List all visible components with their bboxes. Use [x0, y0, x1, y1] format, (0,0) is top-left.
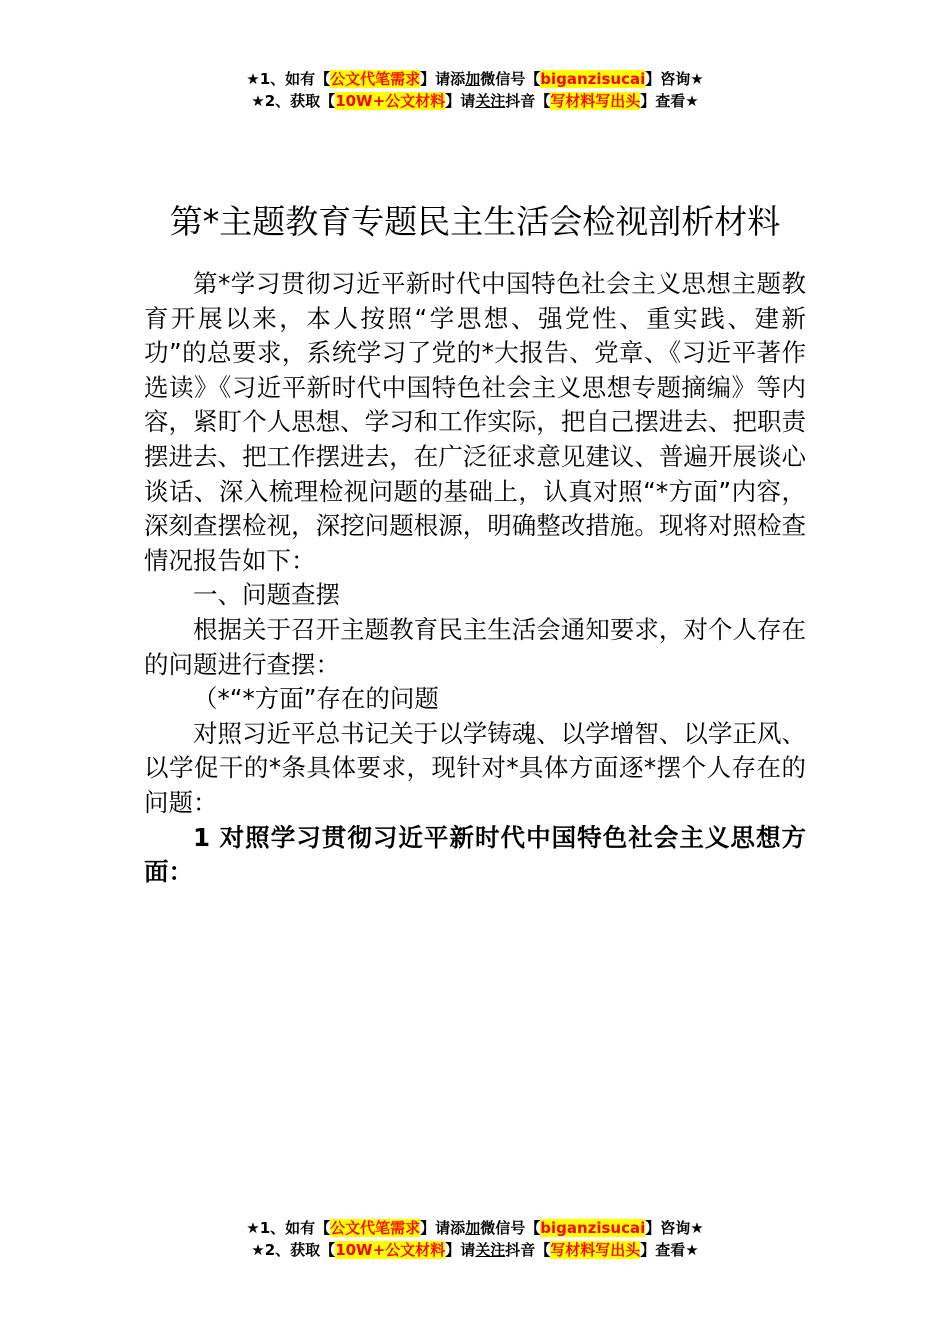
subsection-heading: （*“*方面”存在的问题: [193, 684, 439, 714]
document-title: 第*主题教育专题民主生活会检视剖析材料: [169, 202, 781, 242]
highlight-materials: 10W+公文材料: [335, 92, 446, 110]
highlight-materials: 10W+公文材料: [335, 1241, 446, 1259]
promo-line-1: ★1、如有【公文代笔需求】请添加微信号【biganzisucai】咨询★: [246, 1219, 704, 1237]
promo-banner-top: [0, 68, 950, 112]
highlight-douyin: 写材料写出头: [550, 92, 641, 110]
body-paragraph: 根据关于召开主题教育民主生活会通知要求，对个人存在的问题进行查摆：: [144, 614, 806, 679]
document-body: [144, 267, 806, 890]
promo-line-1: ★1、如有【公文代笔需求】请添加微信号【biganzisucai】咨询★: [246, 70, 704, 88]
highlight-wechat-id: biganzisucai: [540, 70, 646, 88]
section-heading: 一、问题查摆: [193, 580, 340, 610]
promo-banner-bottom: [0, 1217, 950, 1261]
highlight-wechat-id: biganzisucai: [540, 1219, 646, 1237]
highlight-douyin: 写材料写出头: [550, 1241, 641, 1259]
promo-line-2: ★2、获取【10W+公文材料】请关注抖音【写材料写出头】查看★: [251, 92, 699, 110]
body-paragraph: 对照习近平总书记关于以学铸魂、以学增智、以学正风、以学促干的*条具体要求，现针对*具体方面逐*摆个人存在的问题：: [144, 718, 806, 817]
highlight-ghostwriting: 公文代笔需求: [330, 70, 421, 88]
promo-line-2: ★2、获取【10W+公文材料】请关注抖音【写材料写出头】查看★: [251, 1241, 699, 1259]
intro-paragraph: 第*学习贯彻习近平新时代中国特色社会主义思想主题教育开展以来，本人按照“学思想、强党性、重实践、建新功”的总要求，系统学习了党的*大报告、党章、《习近平著作选读》《习近平新时代中国特色社会主义思想专题摘编》等内容，紧盯个人思想、学习和工作实际，把自己摆进去、把职责摆进去、把工作摆进去，在广泛征求意见建议、普遍开展谈心谈话、深入梳理检视问题的基础上，认真对照“*方面”内容，深刻查摆检视，深挖问题根源，明确整改措施。现将对照检查情况报告如下：: [144, 269, 806, 575]
bold-subheading: 1 对照学习贯彻习近平新时代中国特色社会主义思想方面：: [144, 822, 806, 887]
highlight-ghostwriting: 公文代笔需求: [330, 1219, 421, 1237]
